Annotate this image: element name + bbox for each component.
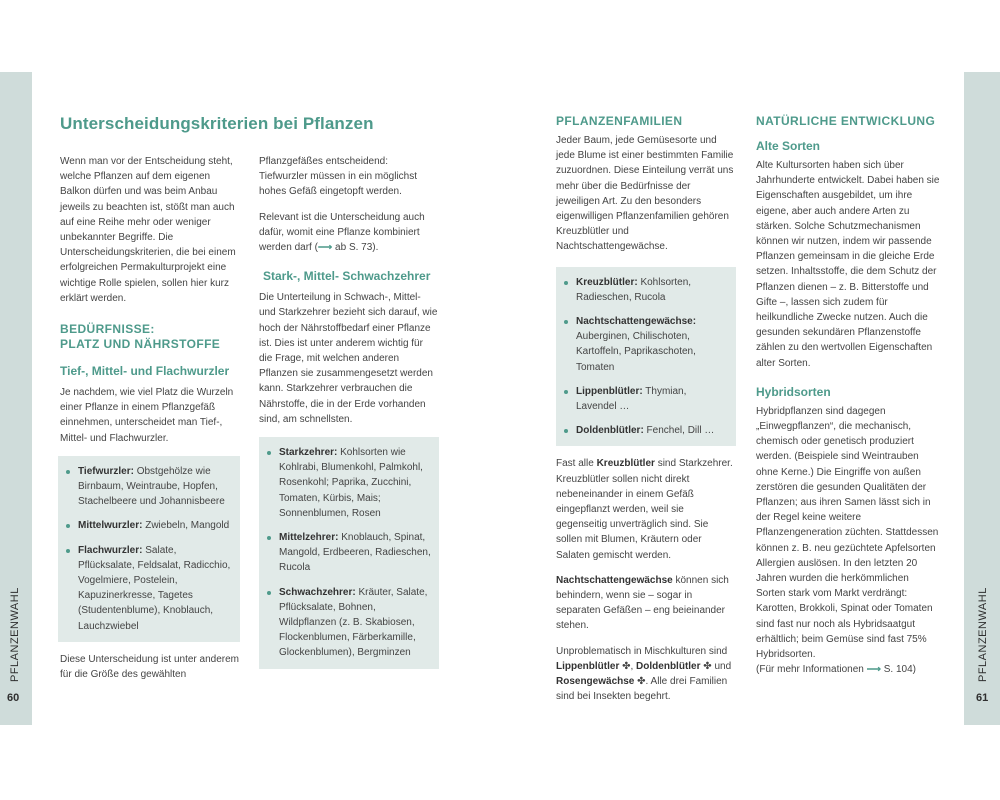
right-side-label: PFLANZENWAHL [977,587,989,682]
right-page-number: 61 [976,692,989,704]
needs-heading-line-1: BEDÜRFNISSE: [60,322,155,337]
arrow-right-icon: ⟶ [317,242,333,254]
left-column-1 [60,154,240,692]
book-spread [0,72,1000,725]
list-item: Mittelzehrer: Knoblauch, Spinat, Mangold, Erdbeeren, Radieschen, Rucola [267,530,431,576]
roots-paragraph: Je nachdem, wie viel Platz die Wurzeln einer Pflanze in einem Pflanzgefäß einnehmen, unterscheidet man Tief-, Mittel- und Flachwurzler. [60,387,234,444]
right-column-1 [556,114,736,715]
combination-paragraph: Relevant ist die Unterscheidung auch dafür, womit eine Pflanze kombiniert werden darf (⟶ ab S. 73). [259,211,425,254]
natural-development-heading: NATÜRLICHE ENTWICKLUNG [756,114,936,128]
flower-icon: ✤, [619,660,634,672]
arrow-right-icon: ⟶ [866,664,881,676]
mixed-culture-paragraph: Unproblematisch in Mischkulturen sind Lippenblütler ✤, Doldenblütler ✤ und Rosengewächse ✤. Alle drei Familien sind bei Insekten begehrt. [556,645,732,703]
intro-paragraph: Wenn man vor der Entscheidung steht, welche Pflanzen auf dem eigenen Balkon dürfen und was beim Anbau jeweils zu beachten ist, stößt man auch auf eine Reihe mehr oder weniger unbekannter Begriffe. Die Unterscheidungskriterien, die bei einem erfolgreichen Permakulturprojekt eine wichtige Rolle spielen, sollen hier kurz erklärt werden. [60,156,236,304]
list-item: Schwachzehrer: Kräuter, Salate, Pflücksalate, Bohnen, Wildpflanzen (z. B. Skabiosen, Flockenblumen, Färberkamille, Glockenblumen), Bergminzen [267,585,431,661]
needs-heading-line-2: PLATZ UND NÄHRSTOFFE [60,337,221,352]
families-heading: PFLANZENFAMILIEN [556,114,683,128]
roots-heading: Tief-, Mittel- und Flachwurzler [60,364,230,379]
hybrid-paragraph: Hybridpflanzen sind dagegen „Einwegpflanzen“, die mechanisch, chemisch oder genetisch produziert werden. (Beispiele sind Weintrauben ohne Kerne.) Die Eingriffe von außen zerstören die gesunden Qualitäten der Pflanzen; aus ihren Samen lässt sich in der Regel keine weitere Pflanzengeneration züchten. Stattdessen können z. B. neu gezüchtete Apfelsorten Allergien auslösen. In den letzten 20 Jahren wurden die herkömmlichen Sorten stark vom Markt verdrängt: Karotten, Brokkoli, Spinat oder Tomaten sind fast nur noch als Hybridsaatgut erhältlich; beim Gemüse sind fast 75% Hybridsorten. [756,405,939,661]
right-side-band [964,72,1000,725]
cruciferous-paragraph: Fast alle Kreuzblütler sind Starkzehrer. Kreuzblütler sollen nicht direkt nebeneinander in einem Gefäß eingepflanzt werden, weil sie gegenseitig unverträglich sind. Sie sollen mit Blumen, Kräutern oder Salaten gemischt werden. [556,458,733,561]
list-item: Starkzehrer: Kohlsorten wie Kohlrabi, Blumenkohl, Palmkohl, Rosenkohl; Paprika, Zucchini, Tomaten, Kürbis, Mais; Sonnenblumen, Rosen [267,445,431,521]
feeders-heading: Stark-, Mittel- Schwachzehrer [263,269,431,284]
old-varieties-paragraph: Alte Kultursorten haben sich über Jahrhunderte entwickelt. Dabei haben sie Eigenschaften ausgebildet, um ihre eigene, aber auch andere Arten zu stärken. Solche Schutzmechanismen können wir nutzen, indem wir passende Pflanzen gemeinsam in die gleiche Erde setzen. Inhaltsstoffe, die dem Schutz der Pflanzen dienen – z. B. Bitterstoffe und Gifte –, lassen sich zudem für heilkundliche Zwecke nutzen. Auch die gesunden sekundären Pflanzenstoffe zählen zu den wertvollen Eigenschaften alter Sorten. [756,160,940,369]
nightshade-paragraph: Nachtschattengewächse können sich behindern, wenn sie – sogar in separaten Gefäßen – eng beieinander stehen. [556,574,729,632]
roots-box [58,456,240,642]
right-column-2 [756,114,940,688]
families-box [556,267,736,447]
left-page-number: 60 [7,692,20,704]
list-item: Doldenblütler: Fenchel, Dill … [564,423,728,438]
page-title: Unterscheidungskriterien bei Pflanzen [60,114,374,133]
needs-heading [60,322,240,352]
more-info-reference: (Für mehr Informationen ⟶ S. 104) [756,664,916,676]
feeders-paragraph: Die Unterteilung in Schwach-, Mittel- und Starkzehrer bezieht sich darauf, wie hoch der Nährstoffbedarf einer Pflanze ist. Dies ist unter anderem wichtig für die Frage, mit welchen anderen Pflanzen sie zusammengesetzt werden kann. Starkzehrer verbrauchen die Nährstoffe, die in der Erde vorhanden sind, am schnellsten. [259,292,438,425]
left-column-2 [259,154,439,679]
list-item: Lippenblütler: Thymian, Lavendel … [564,384,728,414]
hybrid-heading: Hybridsorten [756,384,831,399]
families-paragraph: Jeder Baum, jede Gemüsesorte und jede Blume ist einer bestimmten Familie zuzuordnen. Diese Einteilung verrät uns mehr über die Bedürfnisse der jeweiligen Art. Zu den besonders eigenwilligen Pflanzenfamilien gehören Kreuzblütler und Nachtschattengewächse. [556,135,734,253]
left-side-band [0,72,32,725]
list-item: Mittelwurzler: Zwiebeln, Mangold [66,518,232,533]
list-item: Nachtschattengewächse: Auberginen, Chilischoten, Kartoffeln, Paprikaschoten, Tomaten [564,314,728,375]
left-side-label: PFLANZENWAHL [9,587,21,682]
roots-after-paragraph: Diese Unterscheidung ist unter anderem für die Größe des gewählten [60,653,239,681]
list-item: Tiefwurzler: Obstgehölze wie Birnbaum, Weintraube, Hopfen, Stachelbeere und Johannisbeere [66,464,232,510]
feeders-box [259,437,439,669]
flower-icon: ✤ [700,660,712,672]
vessel-paragraph: Pflanzgefäßes entscheidend: Tiefwurzler müssen in ein möglichst hohes Gefäß eingetopft werden. [259,156,418,198]
list-item: Flachwurzler: Salate, Pflücksalate, Feldsalat, Radicchio, Vogelmiere, Postelein, Kapuzinerkresse, Tagetes (Studentenblume), Knoblauch, Lauchzwiebel [66,543,232,634]
list-item: Kreuzblütler: Kohlsorten, Radieschen, Rucola [564,275,728,305]
old-varieties-heading: Alte Sorten [756,139,821,153]
flower-icon: ✤ [634,676,646,688]
